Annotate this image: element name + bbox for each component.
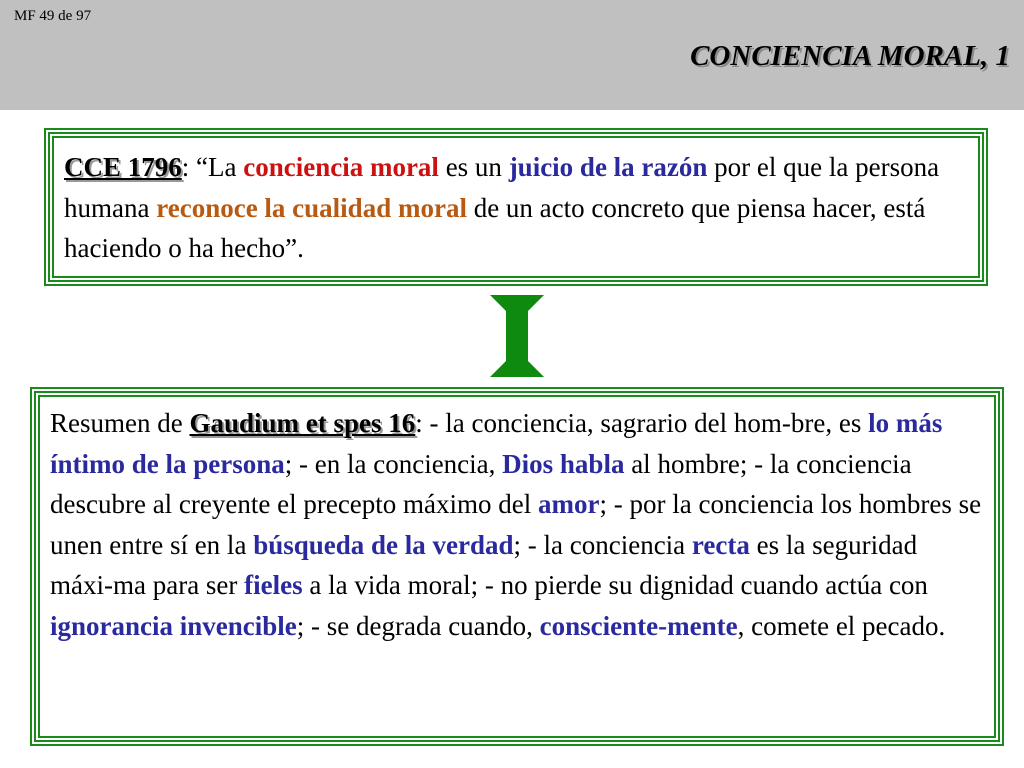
gaudium-reference: Gaudium et spes 16 <box>189 408 416 438</box>
summary-segment: Resumen de <box>50 408 190 438</box>
highlight-amor: amor <box>538 489 600 519</box>
quote-segment: es un <box>438 152 509 182</box>
slide-counter: MF 49 de 97 <box>14 8 92 24</box>
summary-segment: ; - se degrada cuando, <box>296 610 540 641</box>
highlight-intimo: lo más íntimo de la persona <box>50 408 943 479</box>
quote-segment: de un acto concreto que piensa hacer, está haciendo o ha hecho”. <box>64 192 926 263</box>
slide-title: CONCIENCIA MORAL, 1 <box>690 40 1010 72</box>
slide-header <box>0 0 1024 110</box>
summary-segment: al hombre; - la conciencia descubre al creyente el precepto máximo del <box>50 448 912 519</box>
gaudium-summary-box <box>38 395 996 738</box>
summary-segment: : - la conciencia, sagrario del hom-bre, es <box>415 408 869 438</box>
cce-reference: CCE 1796 <box>64 152 182 182</box>
cce-quote-text <box>64 147 968 269</box>
double-vertical-arrow-icon <box>484 295 550 377</box>
summary-segment: ; - por la conciencia los hombres se unen entre sí en la <box>50 489 982 560</box>
highlight-dios-habla: Dios habla <box>502 448 625 479</box>
highlight-conscientemente: consciente-mente <box>539 610 738 641</box>
quote-segment: : “La <box>181 152 244 182</box>
highlight-busqueda-verdad: búsqueda de la verdad <box>253 529 514 560</box>
summary-segment: ; - la conciencia <box>513 529 692 560</box>
highlight-cualidad-moral: reconoce la cualidad moral <box>156 192 467 223</box>
highlight-recta: recta <box>691 529 750 560</box>
quote-segment: por el que la persona humana <box>64 152 940 223</box>
highlight-fieles: fieles <box>244 570 303 600</box>
summary-segment: es la seguridad máxi-ma para ser <box>50 529 918 600</box>
gaudium-summary-text <box>50 403 984 646</box>
cce-quote-box <box>52 136 980 278</box>
summary-segment: ; - en la conciencia, <box>284 448 503 479</box>
summary-segment: , comete el pecado. <box>737 610 946 641</box>
highlight-conciencia-moral: conciencia moral <box>243 152 439 182</box>
summary-segment: a la vida moral; - no pierde su dignidad cuando actúa con <box>302 570 928 600</box>
highlight-ignorancia: ignorancia invencible <box>50 610 297 641</box>
highlight-juicio-razon: juicio de la razón <box>508 152 708 182</box>
